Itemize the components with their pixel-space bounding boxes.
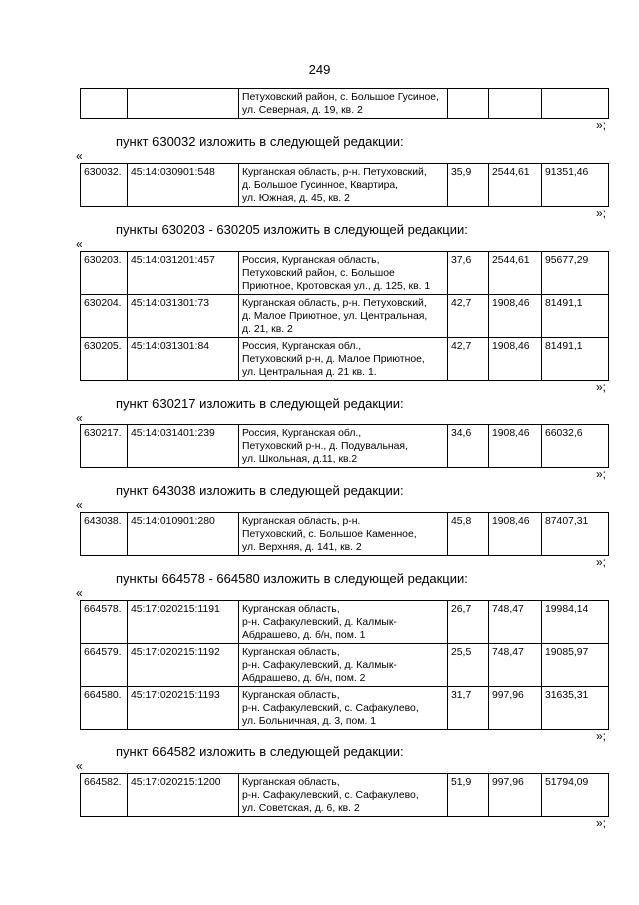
cell-cadastral-code: 45:14:031301:84 bbox=[128, 338, 239, 381]
closing-quote: »; bbox=[596, 816, 607, 830]
cell-address: Россия, Курганская область, Петуховский район, с. Большое Приютное, Кротовская ул., д. 125, кв. 1 bbox=[239, 252, 448, 295]
cell-area: 26,7 bbox=[448, 601, 489, 644]
cell-area: 42,7 bbox=[448, 295, 489, 338]
cell-rate bbox=[489, 89, 542, 119]
cell-number: 630204. bbox=[81, 295, 128, 338]
page-number: 249 bbox=[308, 62, 331, 77]
cell-cadastral-code: 45:14:010901:280 bbox=[128, 513, 239, 556]
cell-cadastral-code: 45:17:020215:1200 bbox=[128, 774, 239, 817]
cell-address: Курганская область, р-н. Сафакулевский, д. Калмык- Абдрашево, д. б/н, пом. 1 bbox=[239, 601, 448, 644]
table-row bbox=[81, 295, 609, 338]
register-table bbox=[80, 512, 609, 556]
cell-rate: 2544,61 bbox=[489, 252, 542, 295]
table-row bbox=[81, 89, 609, 119]
cell-number: 630032. bbox=[81, 164, 128, 207]
cell-number: 643038. bbox=[81, 513, 128, 556]
closing-quote: »; bbox=[596, 380, 607, 394]
cell-value: 87407,31 bbox=[542, 513, 609, 556]
cell-rate: 1908,46 bbox=[489, 338, 542, 381]
register-table bbox=[80, 600, 609, 730]
cell-rate: 748,47 bbox=[489, 601, 542, 644]
cell-rate: 1908,46 bbox=[489, 295, 542, 338]
cell-number: 664580. bbox=[81, 687, 128, 730]
cell-cadastral-code: 45:17:020215:1192 bbox=[128, 644, 239, 687]
cell-area: 42,7 bbox=[448, 338, 489, 381]
cell-rate: 997,96 bbox=[489, 687, 542, 730]
cell-value: 91351,46 bbox=[542, 164, 609, 207]
table-row bbox=[81, 601, 609, 644]
opening-quote: « bbox=[76, 759, 83, 773]
cell-area: 25,5 bbox=[448, 644, 489, 687]
closing-quote: »; bbox=[596, 729, 607, 743]
table-row bbox=[81, 687, 609, 730]
closing-quote: »; bbox=[596, 555, 607, 569]
cell-address: Курганская область, р-н. Сафакулевский, с. Сафакулево, ул. Больничная, д. 3, пом. 1 bbox=[239, 687, 448, 730]
register-table bbox=[80, 163, 609, 207]
cell-cadastral-code: 45:17:020215:1191 bbox=[128, 601, 239, 644]
cell-area: 51,9 bbox=[448, 774, 489, 817]
cell-address: Россия, Курганская обл., Петуховский р-н, д. Малое Приютное, ул. Центральная д. 21 кв. 1. bbox=[239, 338, 448, 381]
cell-area: 31,7 bbox=[448, 687, 489, 730]
section-heading: пункт 630217 изложить в следующей редакции: bbox=[116, 396, 404, 411]
section-heading: пункт 630032 изложить в следующей редакции: bbox=[116, 134, 404, 149]
cell-area bbox=[448, 89, 489, 119]
cell-cadastral-code: 45:17:020215:1193 bbox=[128, 687, 239, 730]
cell-value: 19984,14 bbox=[542, 601, 609, 644]
section-heading: пункты 664578 - 664580 изложить в следующей редакции: bbox=[116, 571, 468, 586]
cell-area: 34,6 bbox=[448, 425, 489, 468]
cell-rate: 748,47 bbox=[489, 644, 542, 687]
cell-cadastral-code: 45:14:030901:548 bbox=[128, 164, 239, 207]
opening-quote: « bbox=[76, 149, 83, 163]
cell-address: Курганская область, р-н. Петуховский, с. Большое Каменное, ул. Верхняя, д. 141, кв. 2 bbox=[239, 513, 448, 556]
cell-address: Курганская область, р-н. Петуховский, д. Большое Гусинное, Квартира, ул. Южная, д. 45, кв. 2 bbox=[239, 164, 448, 207]
register-table bbox=[80, 773, 609, 817]
cell-rate: 1908,46 bbox=[489, 513, 542, 556]
cell-area: 45,8 bbox=[448, 513, 489, 556]
section-heading: пункт 664582 изложить в следующей редакции: bbox=[116, 744, 404, 759]
register-table bbox=[80, 251, 609, 381]
cell-number: 630203. bbox=[81, 252, 128, 295]
cell-address: Курганская область, р-н. Сафакулевский, д. Калмык- Абдрашево, д. б/н, пом. 2 bbox=[239, 644, 448, 687]
cell-value: 81491,1 bbox=[542, 295, 609, 338]
cell-rate: 2544,61 bbox=[489, 164, 542, 207]
cell-value: 95677,29 bbox=[542, 252, 609, 295]
cell-value: 51794,09 bbox=[542, 774, 609, 817]
opening-quote: « bbox=[76, 586, 83, 600]
cell-value bbox=[542, 89, 609, 119]
table-row bbox=[81, 513, 609, 556]
cell-value: 31635,31 bbox=[542, 687, 609, 730]
cell-cadastral-code: 45:14:031401:239 bbox=[128, 425, 239, 468]
opening-quote: « bbox=[76, 411, 83, 425]
closing-quote: »; bbox=[596, 467, 607, 481]
cell-cadastral-code: 45:14:031301:73 bbox=[128, 295, 239, 338]
opening-quote: « bbox=[76, 237, 83, 251]
cell-number bbox=[81, 89, 128, 119]
table-row bbox=[81, 425, 609, 468]
cell-address: Курганская область, р-н. Сафакулевский, с. Сафакулево, ул. Советская, д. 6, кв. 2 bbox=[239, 774, 448, 817]
register-table bbox=[80, 424, 609, 468]
cell-value: 81491,1 bbox=[542, 338, 609, 381]
closing-quote: »; bbox=[596, 206, 607, 220]
table-row bbox=[81, 644, 609, 687]
cell-rate: 1908,46 bbox=[489, 425, 542, 468]
opening-quote: « bbox=[76, 498, 83, 512]
cell-number: 630205. bbox=[81, 338, 128, 381]
cell-address: Россия, Курганская обл., Петуховский р-н., д. Подувальная, ул. Школьная, д.11, кв.2 bbox=[239, 425, 448, 468]
table-row bbox=[81, 164, 609, 207]
cell-value: 66032,6 bbox=[542, 425, 609, 468]
cell-cadastral-code: 45:14:031201:457 bbox=[128, 252, 239, 295]
cell-value: 19085,97 bbox=[542, 644, 609, 687]
section-heading: пункты 630203 - 630205 изложить в следующей редакции: bbox=[116, 222, 468, 237]
cell-area: 35,9 bbox=[448, 164, 489, 207]
table-row bbox=[81, 774, 609, 817]
cell-number: 630217. bbox=[81, 425, 128, 468]
cell-number: 664579. bbox=[81, 644, 128, 687]
cell-area: 37,6 bbox=[448, 252, 489, 295]
cell-number: 664578. bbox=[81, 601, 128, 644]
register-table-top bbox=[80, 88, 609, 119]
cell-address: Петуховский район, с. Большое Гусиное, ул. Северная, д. 19, кв. 2 bbox=[239, 89, 448, 119]
cell-number: 664582. bbox=[81, 774, 128, 817]
cell-rate: 997,96 bbox=[489, 774, 542, 817]
cell-address: Курганская область, р-н. Петуховский, д. Малое Приютное, ул. Центральная, д. 21, кв. 2 bbox=[239, 295, 448, 338]
cell-cadastral-code bbox=[128, 89, 239, 119]
table-row bbox=[81, 338, 609, 381]
closing-quote: »; bbox=[596, 118, 607, 132]
section-heading: пункт 643038 изложить в следующей редакции: bbox=[116, 483, 404, 498]
table-row bbox=[81, 252, 609, 295]
